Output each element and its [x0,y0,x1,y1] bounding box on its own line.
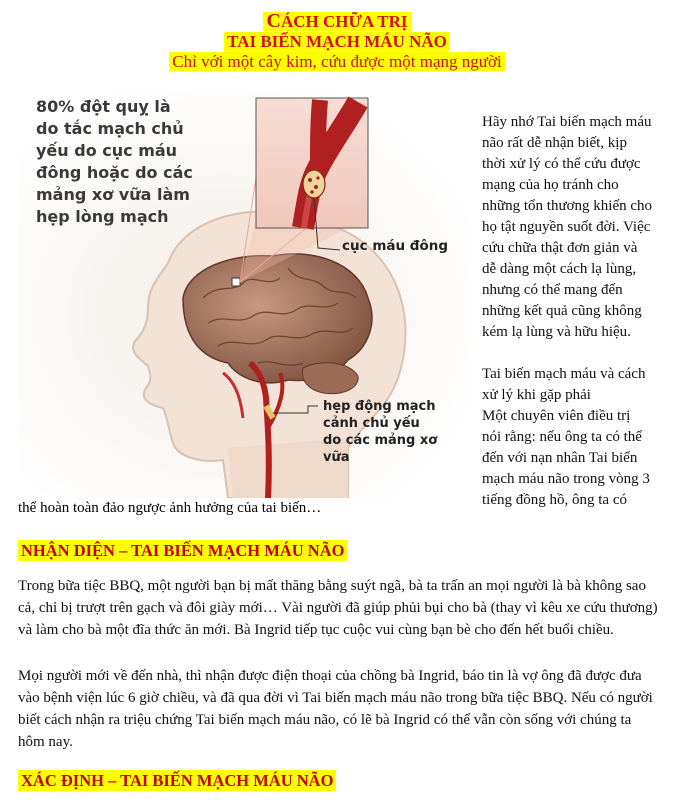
section-heading-identify: NHẬN DIỆN – TAI BIẾN MẠCH MÁU NÃO [18,540,347,561]
section1-paragraph-1: Trong bữa tiệc BBQ, một người bạn bị mất thăng bằng suýt ngã, bà ta trấn an mọi người là bà không sao cả, chỉ bị trượt trên gạch và đôi giày mới… Vài người đã giúp phủi bụi cho bà (thay vì kêu xe cứu thương) và làm cho bà một đĩa thức ăn mới. Bà Ingrid tiếp tục cuộc vui cùng bạn bè cho đến hết buổi chiều. [18,578,658,638]
title-subtitle: Chỉ với một cây kim, cứu được một mạng người [169,52,504,71]
title-line-1: CÁCH CHỮA TRỊ [263,12,410,31]
clot-blob [303,170,325,198]
stroke-illustration [18,88,473,498]
label-narrowed-artery: hẹp động mạch cảnh chủ yếu do các mảng xơ vữa [323,399,438,465]
side-column [482,112,652,511]
side-paragraph-1: Hãy nhớ Tai biến mạch máu não rất dễ nhận biết, kịp thời xử lý có thể cứu được mạng của họ tránh cho những tổn thương khiến cho họ tật nguyền suốt đời. Việc cứu chữa thật đơn giản và dễ dàng một cách lạ lùng, nhưng có thể mang đến những kết quả cũng không kém lạ lùng và hữu hiệu. [482,114,653,340]
side-line-b: Một chuyên viên điều trị nói rằng: nếu ông ta có thể đến với nạn nhân Tai biến mạch máu não trong vòng 3 tiếng đồng hồ, ông ta có [482,408,650,508]
clot-marker [232,278,240,286]
section1-paragraph-2: Mọi người mới về đến nhà, thì nhận được điện thoại của chồng bà Ingrid, báo tin là vợ ông đã được đưa vào bệnh viện lúc 6 giờ chiều, và đã qua đời vì Tai biến mạch máu não trong bữa tiệc BBQ. Nếu có người biết cách nhận ra triệu chứng Tai biến mạch máu não, có lẽ bà Ingrid có thể vẫn còn sống với chúng ta hôm nay. [18,668,653,750]
section-heading-determine: XÁC ĐỊNH – TAI BIẾN MẠCH MÁU NÃO [18,770,336,791]
side-line-a: Tai biến mạch máu và cách xử lý khi gặp phải [482,366,646,403]
title-line-2: TAI BIẾN MẠCH MÁU NÃO [224,32,450,51]
figure-caption-top: 80% đột quỵ là do tắc mạch chủ yếu do cục máu đông hoặc do các mảng xơ vữa làm hẹp lòng mạch [36,97,193,226]
label-blood-clot: cục máu đông [342,238,449,254]
continuation-line: thể hoàn toàn đảo ngược ảnh hưởng của tai biến… [18,500,322,516]
document-title [0,12,674,72]
